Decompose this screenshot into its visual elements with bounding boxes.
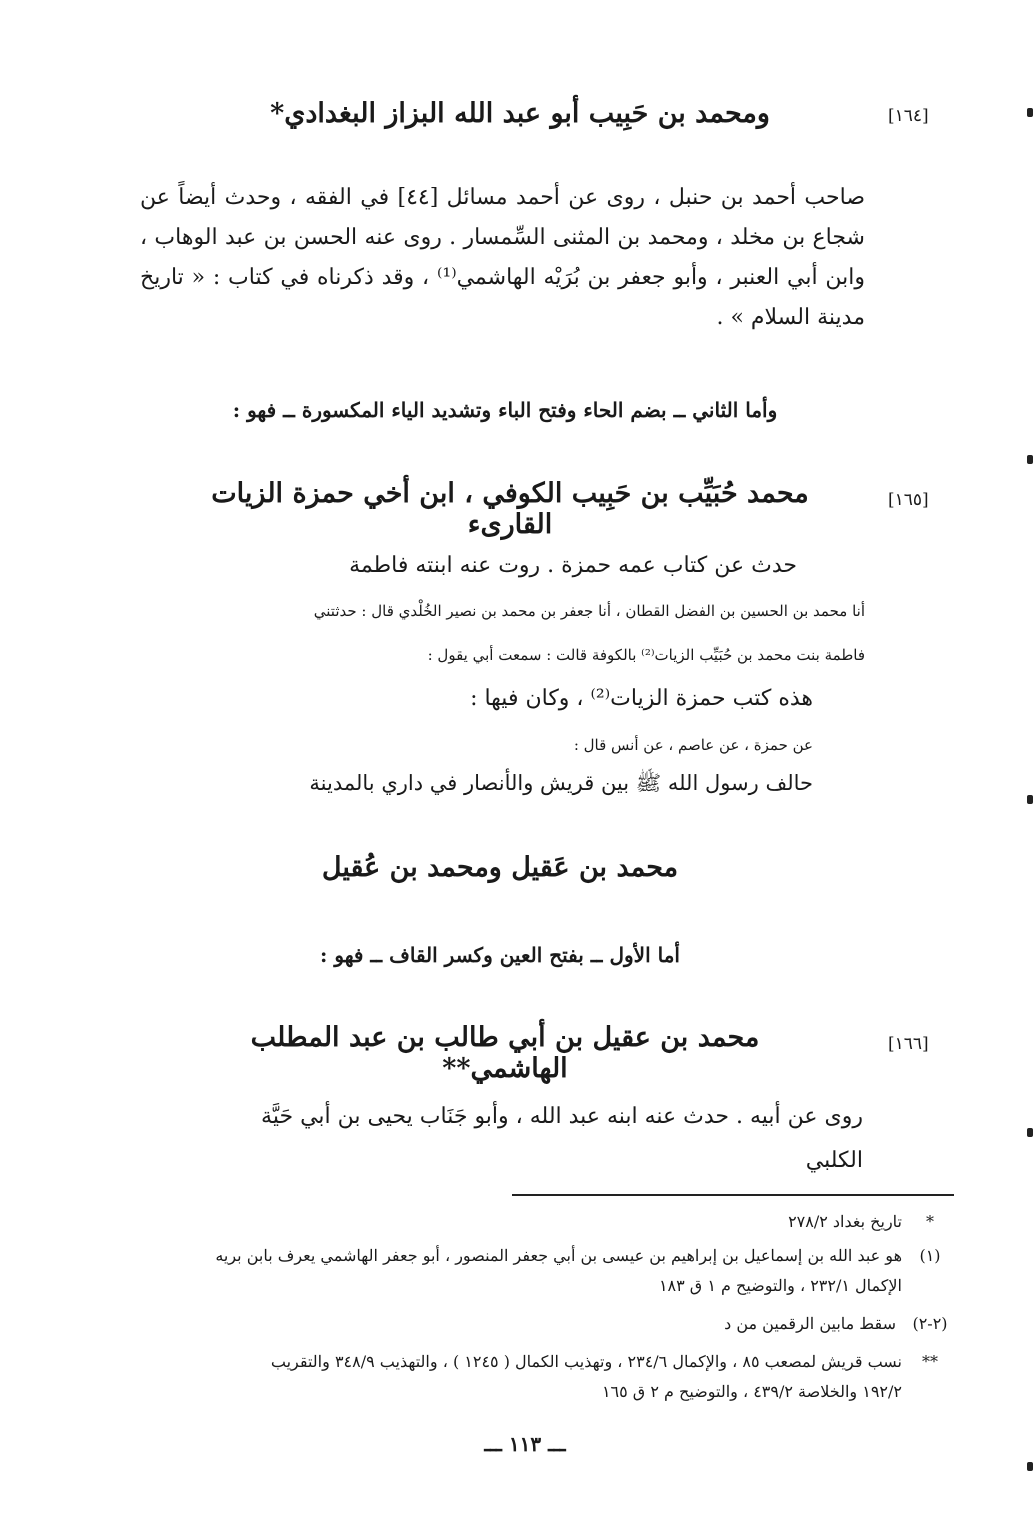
footnote-line: سقط مابين الرقمين من د bbox=[724, 1314, 896, 1333]
footnote-mark: ** bbox=[922, 1352, 938, 1371]
entry-number-164: [١٦٤] bbox=[888, 106, 929, 126]
scan-edge-mark bbox=[1027, 108, 1033, 117]
entry-number-166: [١٦٦] bbox=[888, 1034, 929, 1054]
footnote-line: الإكمال ٢٣٢/١ ، والتوضيح م ١ ق ١٨٣ bbox=[658, 1276, 902, 1295]
footnote-line: ١٩٢/٢ والخلاصة ٤٣٩/٢ ، والتوضيح م ٢ ق ١٦٥ bbox=[601, 1382, 902, 1401]
footnote-double-star bbox=[140, 1348, 950, 1404]
first-form-intro: أما الأول ــ بفتح العين وكسر القاف ــ فهو : bbox=[320, 943, 680, 967]
entry-heading-165: محمد حُبَيِّب بن حَبِيب الكوفي ، ابن أخي حمزة الزيات القارىء bbox=[211, 478, 809, 540]
scan-edge-mark bbox=[1027, 455, 1033, 464]
scan-edge-mark bbox=[1027, 1128, 1033, 1137]
footnote-2-2 bbox=[140, 1310, 950, 1338]
entry-166-line-2: الكلبي bbox=[805, 1148, 863, 1173]
footnote-1 bbox=[140, 1242, 950, 1298]
footnote-mark: (٢-٢) bbox=[912, 1314, 948, 1333]
entry-165-isnad-3: عن حمزة ، عن عاصم ، عن أنس قال : bbox=[573, 736, 813, 754]
page-number: ـــ ١١٣ ـــ bbox=[484, 1432, 566, 1456]
footnote-line: هو عبد الله بن إسماعيل بن إبراهيم بن عيسى بن أبي جعفر المنصور ، أبو جعفر الهاشمي يعرف بابن بريه bbox=[215, 1246, 902, 1265]
entry-166-line-1: روى عن أبيه . حدث عنه ابنه عبد الله ، وأبو جَنَاب يحيى بن أبي حَيَّة bbox=[261, 1104, 863, 1129]
scan-edge-mark bbox=[1027, 1462, 1033, 1471]
entry-body-164: صاحب أحمد بن حنبل ، روى عن أحمد مسائل [٤٤] في الفقه ، وحدث أيضاً عن شجاع بن مخلد ، ومحمد بن المثنى السِّمسار . روى عنه الحسن بن عبد الوهاب ، وابن أبي العنبر ، وأبو جعفر بن بُرَيْه الهاشمي⁽¹⁾ ، وقد ذكرناه في كتاب : « تاريخ مدينة السلام » . bbox=[140, 185, 865, 330]
entry-heading-166: محمد بن عقيل بن أبي طالب بن عبد المطلب الهاشمي** bbox=[250, 1022, 760, 1084]
entry-number-165: [١٦٥] bbox=[888, 490, 929, 510]
entry-heading-164: ومحمد بن حَبِيب أبو عبد الله البزاز البغدادي* bbox=[270, 98, 770, 129]
footnote-mark: * bbox=[926, 1212, 934, 1231]
footnote-rule bbox=[512, 1194, 954, 1196]
footnote-line: نسب قريش لمصعب ٨٥ ، والإكمال ٢٣٤/٦ ، وتهذيب الكمال ( ١٢٤٥ ) ، والتهذيب ٣٤٨/٩ والتقريب bbox=[270, 1352, 902, 1371]
scan-edge-mark bbox=[1027, 795, 1033, 804]
section-title: محمد بن عَقيل ومحمد بن عُقيل bbox=[321, 852, 679, 883]
entry-165-isnad-2: فاطمة بنت محمد بن حُبَيِّب الزيات⁽²⁾ بالكوفة قالت : سمعت أبي يقول : bbox=[427, 646, 865, 664]
entry-165-line-2: هذه كتب حمزة الزيات⁽²⁾ ، وكان فيها : bbox=[470, 686, 813, 711]
footnote-mark: (١) bbox=[919, 1246, 941, 1265]
entry-165-line-3: حالف رسول الله ﷺ بين قريش والأنصار في داري بالمدينة bbox=[309, 771, 813, 795]
second-form-intro: وأما الثاني ــ بضم الحاء وفتح الباء وتشديد الياء المكسورة ــ فهو : bbox=[232, 398, 778, 422]
footnote-star bbox=[140, 1208, 950, 1236]
entry-165-isnad-1: أنا محمد بن الحسين بن الفضل القطان ، أنا جعفر بن محمد بن نصير الخُلْدي قال : حدثتني bbox=[313, 602, 865, 620]
footnote-line: تاريخ بغداد ٢٧٨/٢ bbox=[788, 1212, 902, 1231]
entry-165-line-1: حدث عن كتاب عمه حمزة . روت عنه ابنته فاطمة bbox=[349, 553, 797, 578]
